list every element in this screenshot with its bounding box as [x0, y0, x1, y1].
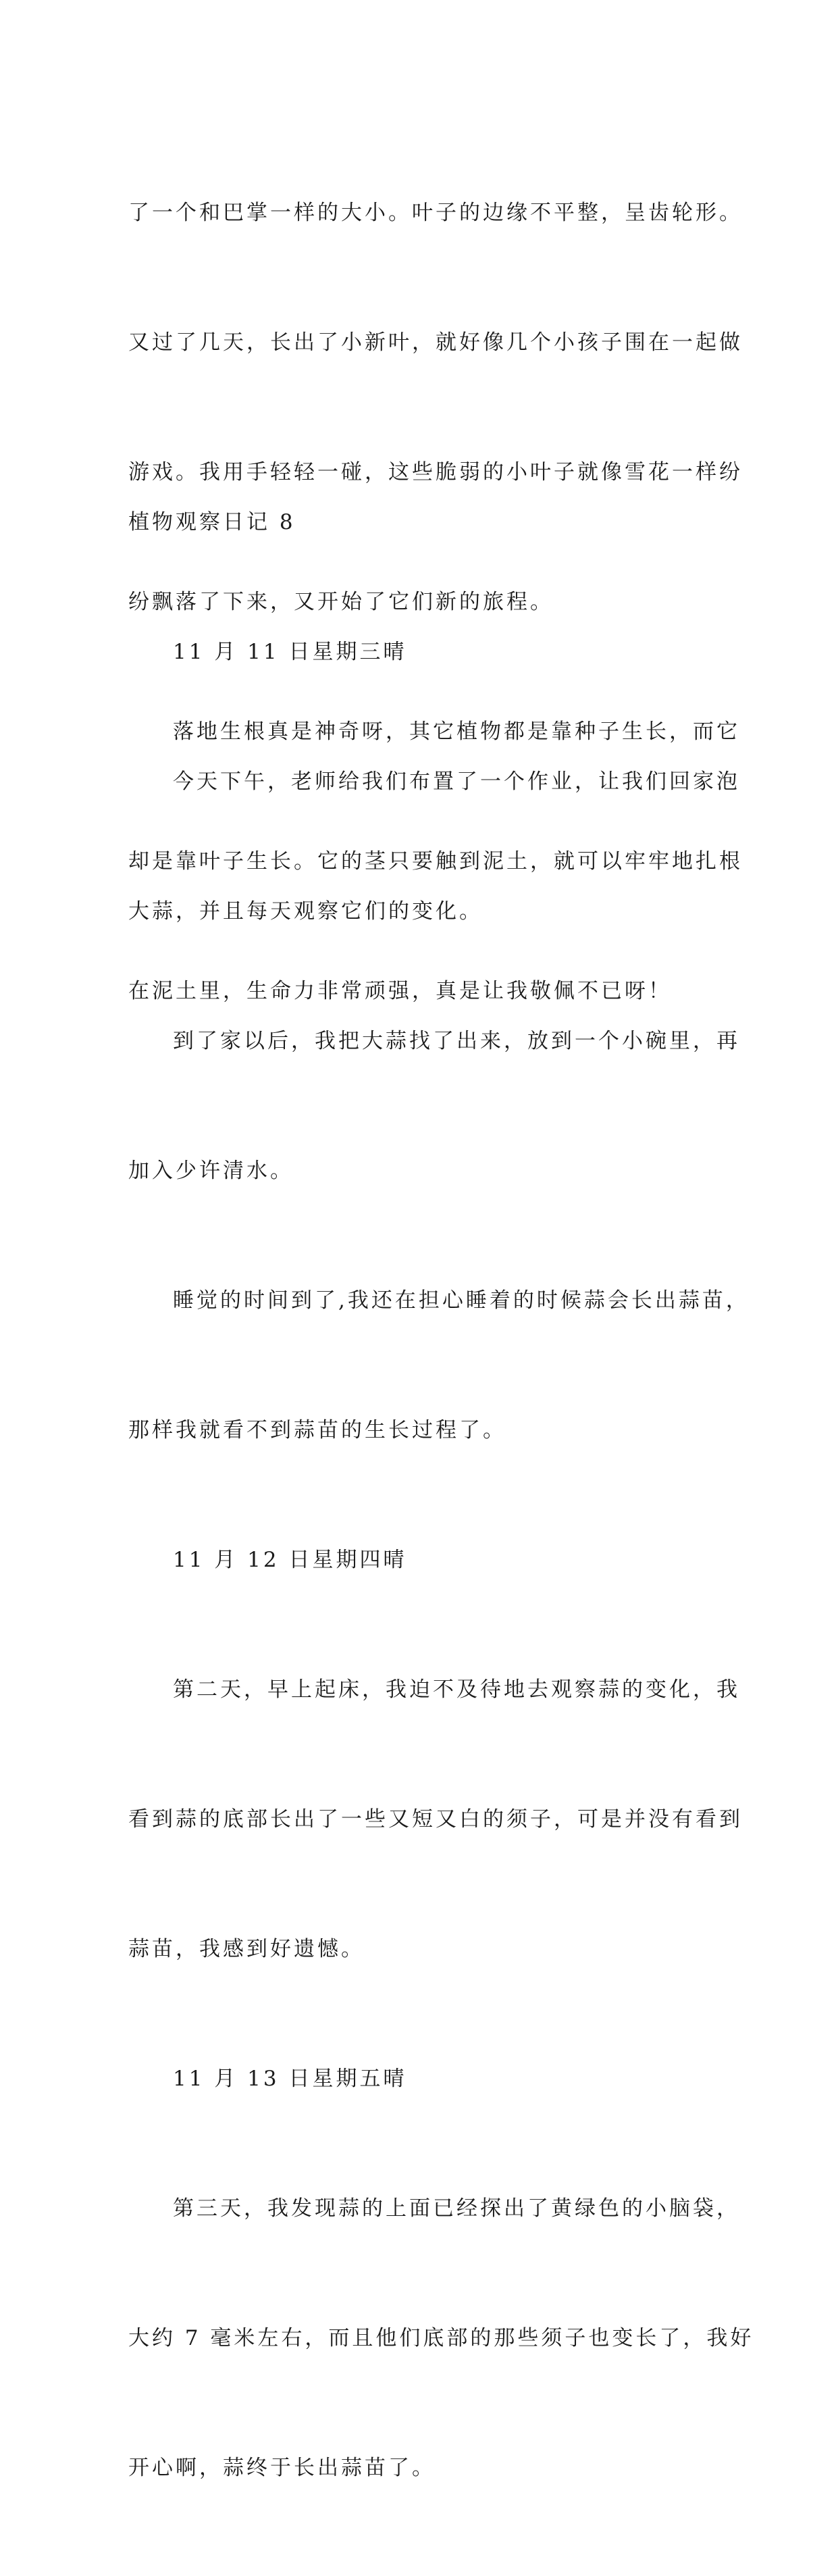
paragraph-line: 却是靠叶子生长。它的茎只要触到泥土，就可以牢牢地扎根	[128, 849, 743, 874]
paragraph-line: 那样我就看不到蒜苗的生长过程了。	[128, 1418, 506, 1442]
paragraph-line: 开心啊，蒜终于长出蒜苗了。	[128, 2456, 436, 2480]
paragraph-line: 加入少许清水。	[128, 1159, 294, 1183]
paragraph-line: 蒜苗，我感到好遗憾。	[128, 1937, 365, 1961]
paragraph-line: 游戏。我用手轻轻一碰，这些脆弱的小叶子就像雪花一样纷	[128, 460, 743, 484]
paragraph-line: 在泥土里，生命力非常顽强，真是让我敬佩不已呀！	[128, 979, 672, 1003]
paragraph-line: 今天下午，老师给我们布置了一个作业，让我们回家泡	[173, 769, 740, 794]
paragraph-line: 看到蒜的底部长出了一些又短又白的须子，可是并没有看到	[128, 1807, 743, 1832]
paragraph-line: 又过了几天，长出了小新叶，就好像几个小孩子围在一起做	[128, 330, 743, 355]
paragraph-line: 大蒜，并且每天观察它们的变化。	[128, 899, 483, 924]
paragraph-line: 到了家以后，我把大蒜找了出来，放到一个小碗里，再	[173, 1029, 740, 1053]
paragraph-line: 第三天，我发现蒜的上面已经探出了黄绿色的小脑袋，	[173, 2196, 740, 2221]
diary-date-line: 11 月 11 日星期三晴	[173, 640, 407, 664]
paragraph-line: 第二天，早上起床，我迫不及待地去观察蒜的变化，我	[173, 1677, 740, 1702]
diary-entry-8	[128, 414, 754, 2576]
paragraph-line: 落地生根真是神奇呀，其它植物都是靠种子生长，而它	[173, 719, 740, 744]
diary-date-line: 11 月 12 日星期四晴	[173, 1548, 407, 1572]
paragraph-line: 纷飘落了下来，又开始了它们新的旅程。	[128, 590, 554, 614]
diary-title: 植物观察日记 8	[128, 510, 296, 534]
paragraph-line: 了一个和巴掌一样的大小。叶子的边缘不平整，呈齿轮形。	[128, 201, 743, 225]
diary-date-line: 11 月 13 日星期五晴	[173, 2067, 407, 2091]
paragraph-line: 大约 7 毫米左右，而且他们底部的那些须子也变长了，我好	[128, 2326, 754, 2350]
paragraph-line: 睡觉的时间到了,我还在担心睡着的时候蒜会长出蒜苗，	[173, 1288, 750, 1313]
